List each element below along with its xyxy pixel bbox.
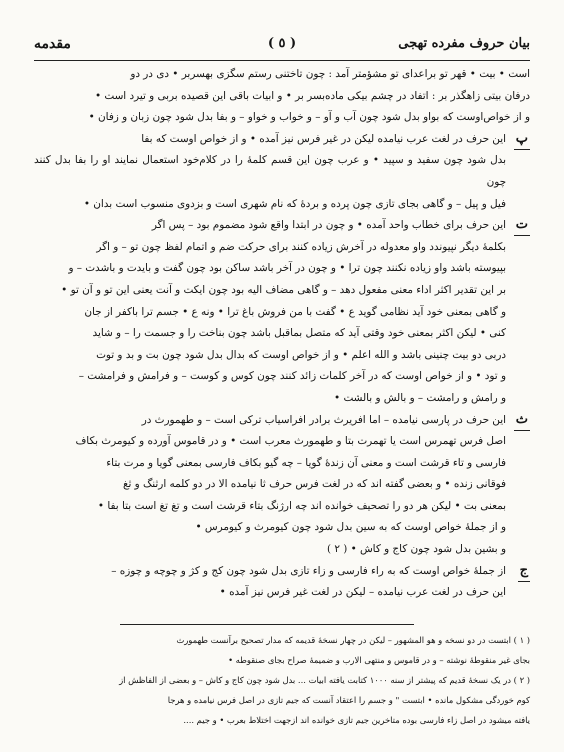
text-line: این حرف در لغت عرب نیامده – لیکن در لغت غیر فرس نیز آمده •	[219, 586, 506, 599]
page-number: ( ٥ )	[267, 36, 297, 51]
letter-entry-jim	[34, 561, 530, 604]
letter-heading: پ	[514, 129, 530, 150]
header-rule	[34, 60, 530, 61]
letter-heading: ج	[518, 561, 530, 582]
footnote-line: بجای غیر منقوطهٔ نوشته – و در قاموس و منتهی الارب و ضمیمهٔ صراح بجای صنقوطه •	[228, 655, 530, 665]
footnote-line: ( ۲ ) در یک نسخهٔ قدیم که پیشتر از سنه ۱۰۰۰ کتابت یافته ابیات ... بدل شود چون کاج و کاش – و بعضی از الفاظش از	[119, 675, 530, 685]
text-line: فیل و پیل – و گاهی بجای تازی چون پرده و بردهٔ که نام شهری است و بزدوی منسوب است بدان •	[83, 197, 506, 210]
text-line: اصل فرس تهمرس است یا تهمرت بتا و طهمورث معرب است • و در قاموس آورده و کیومرث بکاف	[75, 435, 506, 448]
text-line: است • بیت • قهر تو براعدای تو مشؤمتر آمد : چون تاختنی رستم سگزی بهسربر • دی در دو	[130, 68, 530, 80]
text-line: دربی دو بیت چنینی باشد و الله اعلم • و از خواص اوست که بدال بدل شود چون بت و بد و توت	[96, 348, 506, 361]
footnote-rule	[120, 624, 414, 625]
letter-entry-te	[34, 215, 530, 409]
text-line: و رامش و رامشت – و بالش و بالشت •	[334, 391, 506, 404]
footnote-line: ( ۱ ) ابتست در دو نسخه و هو المشهور – لیکن در چهار نسخهٔ قدیمه که مدار تصحیح برآنست طهمورث	[176, 635, 530, 645]
text-line: کنی • لیکن اکثر بمعنی خود وقتی آید که متصل بماقبل باشد چون بناخت را و جسمت را – و شاید	[92, 327, 506, 340]
letter-heading: ت	[514, 215, 530, 236]
text-line: و تود • و از خواص اوست که در آخر کلمات زائد کنند چون کوس و کوست – و فرامش و فرامشت –	[78, 370, 506, 383]
text-line: این حرف برای خطاب واحد آمده • و چون در ابتدا واقع شود مضموم بود – پس اگر	[151, 219, 506, 232]
footnotes	[34, 630, 530, 730]
text-line: و بشین بدل شود چون کاج و کاش • ( ۲ )	[326, 543, 506, 556]
text-line: و گاهی بمعنی خود آید نظامی گوید ع • گفت با من فروش باغ ترا • ونه ع • جسم ترا باکفر از جان	[84, 305, 506, 318]
text-line: و از خواص‌اوست که بواو بدل شود چون آب و آو – و خواب و خواو – و بفا بدل شود چون زبان و زفان •	[88, 111, 530, 124]
letter-heading: ث	[514, 410, 530, 431]
text-line: از جملهٔ خواص اوست که به راء فارسی و زاء تازی بدل شود چون کج و کژ و چوچه و چوزه –	[111, 564, 506, 577]
footnote-line: یافته میشود در اصل زاء فارسی بوده متاخرین جیم تازی خوانده اند ازجهت اختلاط بعرب • و جیم ....	[183, 715, 530, 725]
text-line: فوقانی زنده • و بعضی گفته اند که در لغت فرس حرف ثا نیامده الا در دو کلمه ارثنگ و ثغ	[122, 478, 506, 491]
text-line: بمعنی بت • لیکن هر دو را تصحیف خوانده اند چه ارژنگ بتاء قرشت است و تغ تغ است بتا بفا •	[97, 499, 506, 512]
text-line: بپیوسته باشد واو زیاده نکنند چون ترا • و چون در آخر باشد ساکن بود چون گفت و بایدت و باشدت – و	[68, 262, 506, 275]
text-line: و از جملهٔ خواص اوست که به سین بدل شود چون کیومرث و کیومرس •	[195, 521, 506, 534]
text-line: بکلمهٔ دیگر نپیوندد واو معدوله در آخرش زیاده کنند برای حرکت ضم و اتمام لفظ چون تو – و اگر	[96, 240, 506, 253]
main-text	[34, 64, 530, 604]
letter-entry-se	[34, 410, 530, 561]
section-title: مقدمه	[34, 36, 71, 52]
text-line: این حرف در لغت عرب نیامده لیکن در غیر فرس نیز آمده • و از خواص اوست که بفا	[141, 132, 506, 145]
running-title: بیان حروف مفرده تهجی	[398, 36, 530, 51]
page-header	[34, 36, 530, 58]
letter-entry-pe	[34, 129, 530, 215]
text-line: این حرف در پارسی نیامده – اما افریرث برادر افراسیاب ترکی است – و طهمورث در	[141, 413, 506, 426]
text-line: درفان بیتی زاهگذر بر : اتفاد در چشم بیکی ماده‌بسر بر • و ابیات باقی این قصیده بربی و تیرد است •	[94, 89, 530, 102]
text-line: فارسی و تاء قرشت است و معنی آن زندهٔ گویا – چه گیو بکاف فارسی بمعنی گویا و مرت بتاء	[106, 456, 506, 469]
text-line: بر این تقدیر اکثر اداء معنی مفعول دهد – و گاهی مضاف الیه بود چون ایکت و آنت یعنی این تو و آن تو •	[61, 283, 506, 296]
text-line: بدل شود چون سفید و سپید • و عرب چون این قسم کلمهٔ را در کلام‌خود استعمال نمایند او را بفا بدل کنند چون	[34, 154, 506, 188]
footnote-line: کوم خوردگی مشکول مانده • ابتست " و جسم را اعتقاد آنست که جیم تازی در اصل فرس نیامده و هرجا	[167, 695, 530, 705]
